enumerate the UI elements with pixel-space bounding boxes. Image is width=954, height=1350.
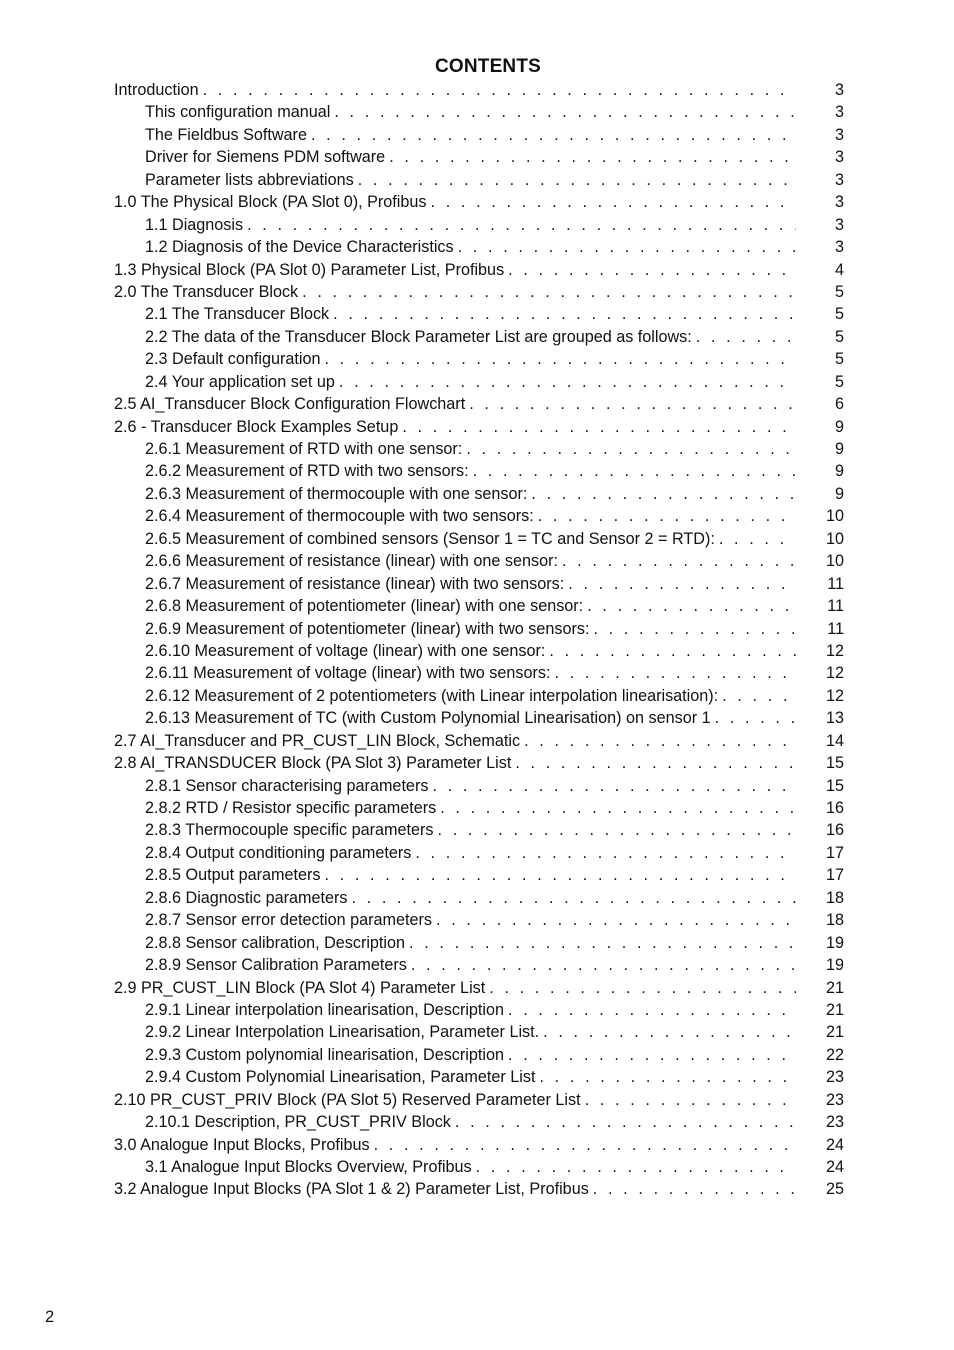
toc-entry[interactable] bbox=[114, 864, 844, 886]
toc-entry[interactable] bbox=[114, 662, 844, 684]
toc-entry[interactable] bbox=[114, 819, 844, 841]
toc-entry-label: 2.6.7 Measurement of resistance (linear) with two sensors: bbox=[145, 574, 565, 593]
toc-entry-label: 3.2 Analogue Input Blocks (PA Slot 1 & 2) Parameter List, Profibus bbox=[114, 1180, 589, 1199]
toc-entry-page: 12 bbox=[825, 664, 844, 683]
toc-entry-page: 10 bbox=[825, 552, 844, 571]
dot-leader bbox=[472, 1156, 796, 1178]
toc-entry-page: 23 bbox=[825, 1068, 844, 1087]
toc-entry-label: 2.8.2 RTD / Resistor specific parameters bbox=[145, 799, 437, 817]
page-title: CONTENTS bbox=[434, 56, 542, 77]
dot-leader bbox=[469, 460, 796, 482]
toc-entry-label: 2.10 PR_CUST_PRIV Block (PA Slot 5) Reserved Parameter List bbox=[114, 1090, 581, 1109]
toc-entry-label: 2.6.11 Measurement of voltage (linear) with two sensors: bbox=[145, 664, 551, 683]
toc-entry-label: 2.6.3 Measurement of thermocouple with one sensor: bbox=[145, 484, 528, 503]
toc-entry-label: 2.6.2 Measurement of RTD with two sensors: bbox=[145, 462, 469, 481]
dot-leader bbox=[692, 326, 796, 348]
toc-entry-label: 1.2 Diagnosis of the Device Characteristics bbox=[145, 238, 454, 257]
toc-entry-page: 3 bbox=[834, 215, 844, 234]
dot-leader bbox=[298, 281, 796, 303]
dot-leader bbox=[411, 842, 796, 864]
dot-leader bbox=[329, 303, 796, 325]
toc-entry[interactable] bbox=[114, 954, 844, 976]
toc-entry[interactable] bbox=[114, 191, 844, 213]
toc-entry[interactable] bbox=[114, 775, 844, 797]
toc-entry[interactable] bbox=[114, 1111, 844, 1133]
dot-leader bbox=[454, 236, 796, 258]
toc-entry[interactable] bbox=[114, 999, 844, 1021]
toc-entry-page: 9 bbox=[834, 462, 844, 481]
toc-entry-page: 3 bbox=[834, 170, 844, 189]
toc-entry-page: 17 bbox=[825, 843, 844, 862]
dot-leader bbox=[335, 371, 796, 393]
toc-entry[interactable] bbox=[114, 730, 844, 752]
dot-leader bbox=[581, 1089, 796, 1111]
toc-entry-label: 2.10.1 Description, PR_CUST_PRIV Block bbox=[145, 1113, 451, 1132]
toc-entry-label: 1.3 Physical Block (PA Slot 0) Parameter List, Profibus bbox=[114, 260, 505, 279]
toc-entry-label: 2.6.13 Measurement of TC (with Custom Polynomial Linearisation) on sensor 1 bbox=[145, 709, 711, 728]
toc-entry-page: 5 bbox=[834, 305, 844, 324]
toc-entry-page: 12 bbox=[825, 641, 844, 660]
toc-entry-page: 24 bbox=[825, 1158, 844, 1176]
toc-entry-label: 2.5 AI_Transducer Block Configuration Flowchart bbox=[114, 395, 466, 414]
dot-leader bbox=[504, 1044, 796, 1066]
toc-entry[interactable] bbox=[114, 1178, 844, 1200]
toc-entry-label: This configuration manual bbox=[145, 103, 331, 122]
toc-entry-label: 2.3 Default configuration bbox=[145, 350, 321, 369]
table-of-contents bbox=[114, 79, 844, 1201]
toc-entry-page: 3 bbox=[834, 103, 844, 122]
toc-entry[interactable] bbox=[114, 909, 844, 931]
dot-leader bbox=[589, 1178, 796, 1200]
toc-entry[interactable] bbox=[114, 797, 844, 819]
toc-entry-label: 2.6.1 Measurement of RTD with one sensor: bbox=[145, 440, 463, 458]
toc-entry[interactable] bbox=[114, 214, 844, 236]
toc-entry-page: 21 bbox=[825, 1000, 844, 1019]
toc-entry-label: 2.8.4 Output conditioning parameters bbox=[145, 843, 412, 862]
toc-entry[interactable] bbox=[114, 842, 844, 864]
toc-entry-label: 3.1 Analogue Input Blocks Overview, Profibus bbox=[145, 1158, 472, 1176]
toc-entry-page: 16 bbox=[825, 799, 844, 817]
toc-entry-label: 2.4 Your application set up bbox=[145, 372, 335, 391]
toc-entry-label: 2.9.2 Linear Interpolation Linearisation, Parameter List. bbox=[145, 1023, 540, 1042]
toc-entry-page: 14 bbox=[825, 731, 844, 750]
toc-entry[interactable] bbox=[114, 1089, 844, 1111]
dot-leader bbox=[398, 416, 796, 438]
toc-entry-label: The Fieldbus Software bbox=[145, 125, 307, 144]
dot-leader bbox=[535, 1066, 796, 1088]
toc-entry-page: 9 bbox=[834, 440, 844, 458]
toc-entry-page: 23 bbox=[825, 1090, 844, 1109]
toc-entry-page: 9 bbox=[834, 484, 844, 503]
toc-entry-page: 17 bbox=[825, 866, 844, 885]
toc-entry-page: 5 bbox=[834, 282, 844, 301]
toc-entry-label: 2.6.6 Measurement of resistance (linear) with one sensor: bbox=[145, 552, 558, 571]
toc-entry-label: 2.8.3 Thermocouple specific parameters bbox=[145, 821, 434, 840]
dot-leader bbox=[550, 662, 796, 684]
dot-leader bbox=[243, 214, 796, 236]
dot-leader bbox=[504, 999, 796, 1021]
toc-entry-page: 24 bbox=[825, 1135, 844, 1154]
toc-entry-page: 3 bbox=[834, 125, 844, 144]
dot-leader bbox=[320, 864, 796, 886]
dot-leader bbox=[715, 528, 796, 550]
toc-entry[interactable] bbox=[114, 707, 844, 729]
toc-entry[interactable] bbox=[114, 685, 844, 707]
toc-entry-page: 25 bbox=[825, 1180, 844, 1199]
toc-entry[interactable] bbox=[114, 752, 844, 774]
toc-entry-page: 15 bbox=[825, 754, 844, 773]
toc-entry[interactable] bbox=[114, 371, 844, 393]
toc-entry-page: 11 bbox=[827, 619, 844, 638]
toc-entry-page: 3 bbox=[834, 238, 844, 257]
page-number: 2 bbox=[45, 1308, 55, 1326]
toc-entry-page: 5 bbox=[834, 372, 844, 391]
toc-entry-label: Introduction bbox=[114, 81, 199, 99]
toc-entry-page: 6 bbox=[834, 395, 844, 414]
toc-entry-page: 11 bbox=[827, 574, 844, 593]
dot-leader bbox=[504, 259, 796, 281]
toc-entry[interactable] bbox=[114, 595, 844, 617]
toc-entry-page: 22 bbox=[825, 1045, 844, 1064]
toc-entry-label: 2.8.8 Sensor calibration, Description bbox=[145, 933, 406, 952]
toc-entry[interactable] bbox=[114, 932, 844, 954]
toc-entry-label: 2.9.4 Custom Polynomial Linearisation, Parameter List bbox=[145, 1068, 536, 1087]
toc-entry-label: 2.7 AI_Transducer and PR_CUST_LIN Block, Schematic bbox=[114, 731, 521, 750]
toc-entry[interactable] bbox=[114, 79, 844, 101]
dot-leader bbox=[407, 954, 796, 976]
dot-leader bbox=[385, 146, 796, 168]
toc-entry[interactable] bbox=[114, 573, 844, 595]
toc-entry-page: 3 bbox=[834, 148, 844, 167]
toc-entry[interactable] bbox=[114, 887, 844, 909]
toc-entry-label: 2.6.12 Measurement of 2 potentiometers (with Linear interpolation linearisation): bbox=[145, 686, 719, 705]
dot-leader bbox=[432, 909, 796, 931]
toc-entry[interactable] bbox=[114, 124, 844, 146]
dot-leader bbox=[199, 79, 796, 101]
toc-entry-label: 2.6.9 Measurement of potentiometer (linear) with two sensors: bbox=[145, 619, 590, 638]
toc-entry-page: 3 bbox=[834, 193, 844, 212]
toc-entry[interactable] bbox=[114, 101, 844, 123]
toc-entry-page: 18 bbox=[825, 888, 844, 907]
toc-entry-label: 2.6.5 Measurement of combined sensors (Sensor 1 = TC and Sensor 2 = RTD): bbox=[145, 529, 715, 548]
toc-entry[interactable] bbox=[114, 348, 844, 370]
toc-entry-label: 2.2 The data of the Transducer Block Parameter List are grouped as follows: bbox=[145, 327, 692, 346]
dot-leader bbox=[718, 685, 796, 707]
toc-entry-page: 10 bbox=[825, 529, 844, 548]
toc-entry-label: 2.0 The Transducer Block bbox=[114, 282, 299, 301]
toc-entry-label: 2.6.10 Measurement of voltage (linear) with one sensor: bbox=[145, 641, 546, 660]
toc-entry-label: 1.1 Diagnosis bbox=[145, 215, 244, 234]
toc-entry[interactable] bbox=[114, 528, 844, 550]
toc-entry-page: 11 bbox=[827, 597, 844, 616]
dot-leader bbox=[354, 169, 796, 191]
toc-entry[interactable] bbox=[114, 326, 844, 348]
dot-leader bbox=[534, 505, 796, 527]
toc-entry-page: 13 bbox=[825, 709, 844, 728]
toc-entry[interactable] bbox=[114, 146, 844, 168]
toc-entry-page: 21 bbox=[825, 1023, 844, 1042]
dot-leader bbox=[527, 483, 796, 505]
toc-entry[interactable] bbox=[114, 281, 844, 303]
toc-entry-page: 9 bbox=[834, 417, 844, 436]
toc-entry-label: 2.9.3 Custom polynomial linearisation, Description bbox=[145, 1045, 504, 1064]
toc-entry[interactable] bbox=[114, 1066, 844, 1088]
toc-entry[interactable] bbox=[114, 460, 844, 482]
toc-entry[interactable] bbox=[114, 393, 844, 415]
toc-entry-label: 3.0 Analogue Input Blocks, Profibus bbox=[114, 1135, 370, 1154]
dot-leader bbox=[330, 101, 796, 123]
toc-entry[interactable] bbox=[114, 550, 844, 572]
dot-leader bbox=[465, 393, 796, 415]
toc-entry-label: 2.6.4 Measurement of thermocouple with two sensors: bbox=[145, 507, 534, 526]
toc-entry-page: 19 bbox=[825, 933, 844, 952]
dot-leader bbox=[462, 438, 796, 460]
dot-leader bbox=[347, 887, 796, 909]
toc-entry[interactable] bbox=[114, 169, 844, 191]
toc-entry[interactable] bbox=[114, 1134, 844, 1156]
toc-entry[interactable] bbox=[114, 618, 844, 640]
dot-leader bbox=[589, 618, 796, 640]
toc-entry-page: 5 bbox=[834, 350, 844, 369]
dot-leader bbox=[405, 932, 796, 954]
toc-entry-page: 5 bbox=[834, 327, 844, 346]
toc-entry[interactable] bbox=[114, 505, 844, 527]
toc-entry-label: 2.6 - Transducer Block Examples Setup bbox=[114, 417, 399, 436]
toc-entry[interactable] bbox=[114, 977, 844, 999]
toc-entry[interactable] bbox=[114, 1156, 844, 1178]
dot-leader bbox=[539, 1021, 796, 1043]
toc-entry-label: 2.8.9 Sensor Calibration Parameters bbox=[145, 956, 407, 975]
toc-entry[interactable] bbox=[114, 236, 844, 258]
toc-entry-page: 18 bbox=[825, 911, 844, 930]
dot-leader bbox=[436, 797, 796, 819]
toc-entry-label: 2.9 PR_CUST_LIN Block (PA Slot 4) Parameter List bbox=[114, 978, 486, 997]
toc-entry-page: 10 bbox=[825, 507, 844, 526]
dot-leader bbox=[434, 819, 796, 841]
dot-leader bbox=[520, 730, 796, 752]
dot-leader bbox=[583, 595, 796, 617]
toc-entry-page: 15 bbox=[825, 776, 844, 795]
dot-leader bbox=[370, 1134, 796, 1156]
dot-leader bbox=[485, 977, 796, 999]
toc-entry-label: Driver for Siemens PDM software bbox=[145, 148, 386, 167]
toc-entry[interactable] bbox=[114, 1044, 844, 1066]
toc-entry[interactable] bbox=[114, 483, 844, 505]
toc-entry-label: 2.6.8 Measurement of potentiometer (linear) with one sensor: bbox=[145, 597, 584, 616]
toc-entry[interactable] bbox=[114, 1021, 844, 1043]
toc-entry-label: 2.8.7 Sensor error detection parameters bbox=[145, 911, 433, 930]
dot-leader bbox=[307, 124, 796, 146]
toc-entry-page: 19 bbox=[825, 956, 844, 975]
dot-leader bbox=[427, 191, 796, 213]
toc-entry-label: 2.8.6 Diagnostic parameters bbox=[145, 888, 348, 907]
dot-leader bbox=[711, 707, 796, 729]
toc-entry-page: 16 bbox=[825, 821, 844, 840]
dot-leader bbox=[428, 775, 796, 797]
dot-leader bbox=[558, 550, 796, 572]
toc-entry-page: 4 bbox=[834, 260, 844, 279]
toc-entry-label: 2.8.5 Output parameters bbox=[145, 866, 321, 885]
toc-entry[interactable] bbox=[114, 438, 844, 460]
toc-entry-label: 2.1 The Transducer Block bbox=[145, 305, 330, 324]
dot-leader bbox=[320, 348, 796, 370]
dot-leader bbox=[545, 640, 796, 662]
dot-leader bbox=[511, 752, 796, 774]
toc-entry-page: 3 bbox=[834, 81, 844, 99]
toc-entry-page: 21 bbox=[825, 978, 844, 997]
toc-entry[interactable] bbox=[114, 640, 844, 662]
dot-leader bbox=[564, 573, 796, 595]
toc-entry-label: 2.8.1 Sensor characterising parameters bbox=[145, 776, 429, 795]
toc-entry[interactable] bbox=[114, 259, 844, 281]
toc-entry-label: Parameter lists abbreviations bbox=[145, 170, 354, 189]
toc-entry-label: 2.9.1 Linear interpolation linearisation, Description bbox=[145, 1000, 505, 1019]
toc-entry-label: 2.8 AI_TRANSDUCER Block (PA Slot 3) Parameter List bbox=[114, 754, 512, 773]
toc-entry-label: 1.0 The Physical Block (PA Slot 0), Profibus bbox=[114, 193, 427, 212]
toc-entry[interactable] bbox=[114, 416, 844, 438]
toc-entry-page: 23 bbox=[825, 1113, 844, 1132]
toc-entry-page: 12 bbox=[825, 686, 844, 705]
toc-entry[interactable] bbox=[114, 303, 844, 325]
dot-leader bbox=[451, 1111, 796, 1133]
